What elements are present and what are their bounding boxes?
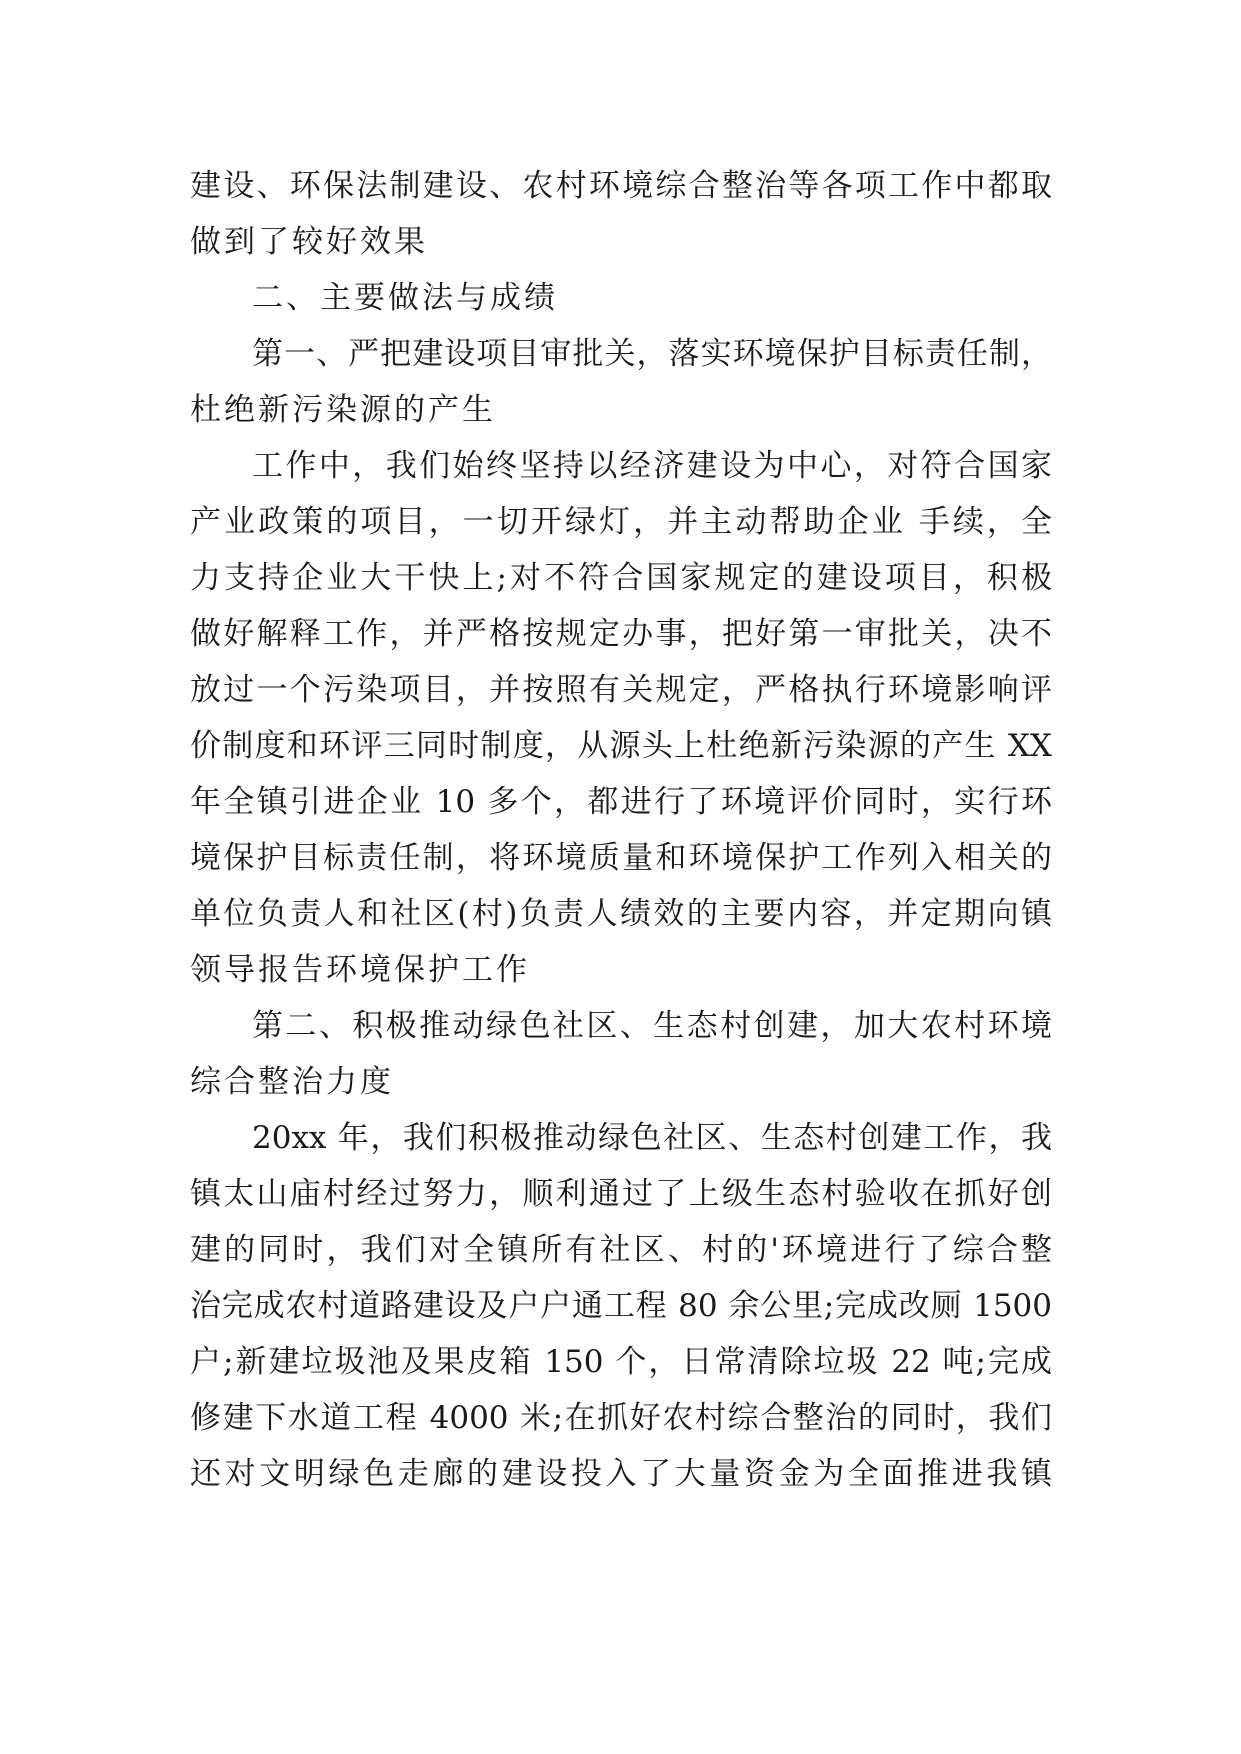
text-line: 领导报告环境保护工作 [190, 952, 530, 988]
text-line: 做到了较好效果 [190, 224, 428, 260]
text-line: 力支持企业大干快上;对不符合国家规定的建设项目，积极 [190, 560, 1052, 596]
text-line: 修建下水道工程 4000 米;在抓好农村综合整治的同时，我们 [190, 1400, 1052, 1436]
text-line: 建的同时，我们对全镇所有社区、村的'环境进行了综合整 [190, 1232, 1052, 1268]
paragraph-second-body [190, 1110, 1052, 1502]
text-line: 杜绝新污染源的产生 [190, 392, 496, 428]
text-line: 做好解释工作，并严格按规定办事，把好第一审批关，决不 [190, 616, 1052, 652]
paragraph-first-body [190, 438, 1052, 998]
text-line: 单位负责人和社区(村)负责人绩效的主要内容，并定期向镇 [190, 896, 1052, 932]
text-line: 20xx 年，我们积极推动绿色社区、生态村创建工作，我 [252, 1120, 1052, 1156]
text-line: 年全镇引进企业 10 多个，都进行了环境评价同时，实行环 [190, 784, 1052, 820]
text-line: 第一、严把建设项目审批关，落实环境保护目标责任制， [252, 336, 1052, 372]
text-line: 价制度和环评三同时制度，从源头上杜绝新污染源的产生 XX [190, 728, 1052, 764]
text-line: 二、主要做法与成绩 [252, 280, 558, 316]
paragraph-intro-tail [190, 158, 1052, 270]
text-line: 治完成农村道路建设及户户通工程 80 余公里;完成改厕 1500 [190, 1288, 1052, 1324]
text-line: 放过一个污染项目，并按照有关规定，严格执行环境影响评 [190, 672, 1052, 708]
text-line: 境保护目标责任制，将环境质量和环境保护工作列入相关的 [190, 840, 1052, 876]
subheading-first [190, 326, 1052, 438]
document-page [190, 158, 1052, 1502]
section-heading-main-practices [190, 270, 1052, 326]
text-line: 户;新建垃圾池及果皮箱 150 个，日常清除垃圾 22 吨;完成 [190, 1344, 1052, 1380]
text-line: 镇太山庙村经过努力，顺利通过了上级生态村验收在抓好创 [190, 1176, 1052, 1212]
text-line: 还对文明绿色走廊的建设投入了大量资金为全面推进我镇 [190, 1456, 1052, 1492]
text-line: 产业政策的项目，一切开绿灯，并主动帮助企业 手续，全 [190, 504, 1052, 540]
text-line: 工作中，我们始终坚持以经济建设为中心，对符合国家 [252, 448, 1052, 484]
text-line: 综合整治力度 [190, 1064, 394, 1100]
text-line: 第二、积极推动绿色社区、生态村创建，加大农村环境 [252, 1008, 1052, 1044]
text-line: 建设、环保法制建设、农村环境综合整治等各项工作中都取 [190, 168, 1052, 204]
subheading-second [190, 998, 1052, 1110]
